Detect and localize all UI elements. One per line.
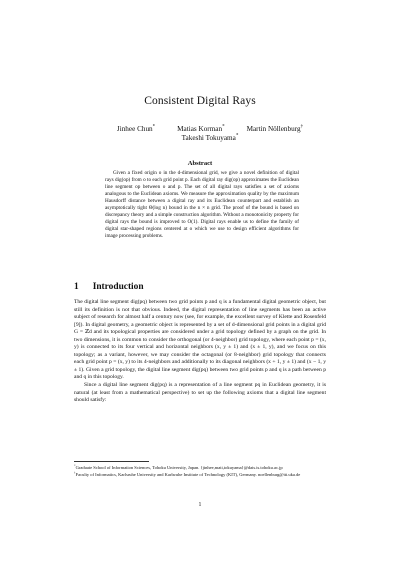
author: Takeshi Tokuyama*	[181, 133, 239, 142]
abstract-heading: Abstract	[187, 160, 213, 167]
author-list	[92, 125, 328, 142]
body-text	[74, 299, 326, 405]
footnote-rule	[74, 461, 149, 462]
section-title: Introduction	[92, 282, 144, 292]
section-heading	[74, 282, 144, 292]
author: Jinhee Chun*	[116, 124, 156, 133]
footnotes	[74, 465, 326, 478]
paragraph: The digital line segment dig(pq) between two grid points p and q is a fundamental digital geometric object, but still its definition is not that obvious. Indeed, the digital representation of line segments has been an active subject of research for almost half a century now (see, for example, the excellent survey of Klette and Rosenfeld [9]). In digital geometry, a geometric object is represented by a set of d-dimensional grid points in a digital grid G = ℤd and its topological properties are considered under a grid topology defined by a graph on the grid. In two dimensions, it is common to consider the orthogonal (or 4-neighbor) grid topology, where each point p = (x, y) is connected to its four vertical and horizontal neighbors (x, y ± 1) and (x ± 1, y), and we focus on this topology; as a variant, however, we may consider the octagonal (or 8-neighbor) grid topology that connects each grid point p = (x, y) to its 4-neighbors and additionally to its diagonal neighbors (x + 1, y ± 1) and (x − 1, y ± 1). Given a grid topology, the digital line segment dig(pq) between two grid points p and q is a path between p and q in this topology.	[74, 299, 326, 381]
author: Martin Nöllenburg†	[246, 124, 304, 133]
section-number: 1	[74, 282, 79, 292]
author: Matias Korman*	[177, 124, 225, 133]
abstract-text: Given a fixed origin o in the d-dimensional grid, we give a novel definition of digital rays dig(op) from o to each grid point p. Each digital ray dig(op) approximates the Euclidean line segment op between o and p. The set of all digital rays satisfies a set of axioms analogous to the Euclidean axioms. We measure the approximation quality by the maximum Hausdorff distance between a digital ray and its Euclidean counterpart and establish an asymptotically tight Θ(log n) bound in the n × n grid. The proof of the bound is based on discrepancy theory and a simple construction algorithm. Without a monotonicity property for digital rays the bound is improved to O(1). Digital rays enable us to define the family of digital star-shaped regions centered at o which we use to design efficient algorithms for image processing problems.	[105, 170, 299, 239]
paragraph: Since a digital line segment dig(pq) is a representation of a line segment pq in Euclidean geometry, it is natural (at least from a mathematical perspective) to set up the following axioms that a digital line segment should satisfy:	[74, 382, 326, 404]
footnote: *Graduate School of Information Sciences, Tohoku University, Japan. {jinhee,mati,tokuyama}@dais.is.tohoku.ac.jp	[74, 463, 283, 470]
footnote: †Faculty of Informatics, Karlsruhe University and Karlsruhe Institute of Technology (KIT), Germany. noellenburg@iti.uka.de	[74, 470, 301, 477]
page-number: 1	[198, 502, 202, 508]
paper-title: Consistent Digital Rays	[144, 95, 256, 107]
